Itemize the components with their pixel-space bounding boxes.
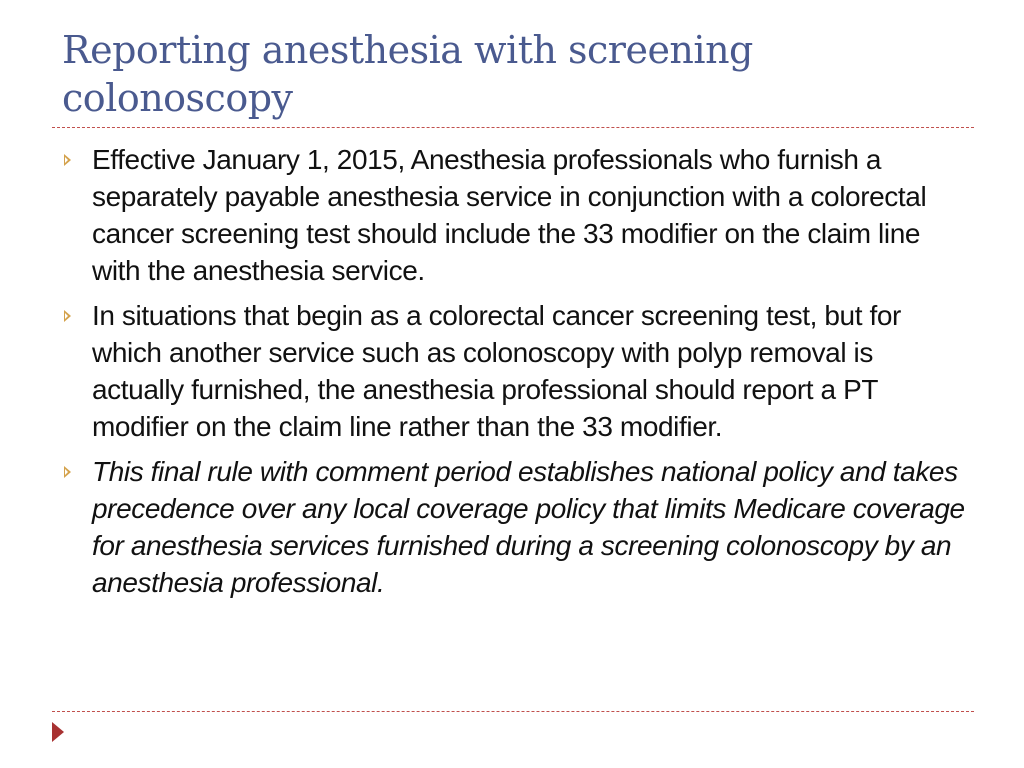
bullet-item [60, 453, 970, 601]
bullet-text: This final rule with comment period establishes national policy and takes precedence over any local coverage policy that limits Medicare coverage for anesthesia services furnished during a screening colonoscopy by an anesthesia professional. [92, 456, 965, 598]
bullet-list [60, 141, 970, 609]
footer-divider [52, 711, 974, 712]
next-arrow-icon[interactable] [52, 722, 64, 742]
triangle-bullet-icon [64, 154, 71, 166]
title-divider [52, 127, 974, 128]
bullet-text: Effective January 1, 2015, Anesthesia professionals who furnish a separately payable anesthesia service in conjunction with a colorectal cancer screening test should include the 33 modifier on the claim line with the anesthesia service. [92, 144, 927, 286]
bullet-text: In situations that begin as a colorectal cancer screening test, but for which another service such as colonoscopy with polyp removal is actually furnished, the anesthesia professional should report a PT modifier on the claim line rather than the 33 modifier. [92, 300, 901, 442]
slide-title: Reporting anesthesia with screening colonoscopy [62, 28, 753, 120]
bullet-item [60, 297, 970, 445]
triangle-bullet-icon [64, 310, 71, 322]
triangle-bullet-icon [64, 466, 71, 478]
bullet-item [60, 141, 970, 289]
